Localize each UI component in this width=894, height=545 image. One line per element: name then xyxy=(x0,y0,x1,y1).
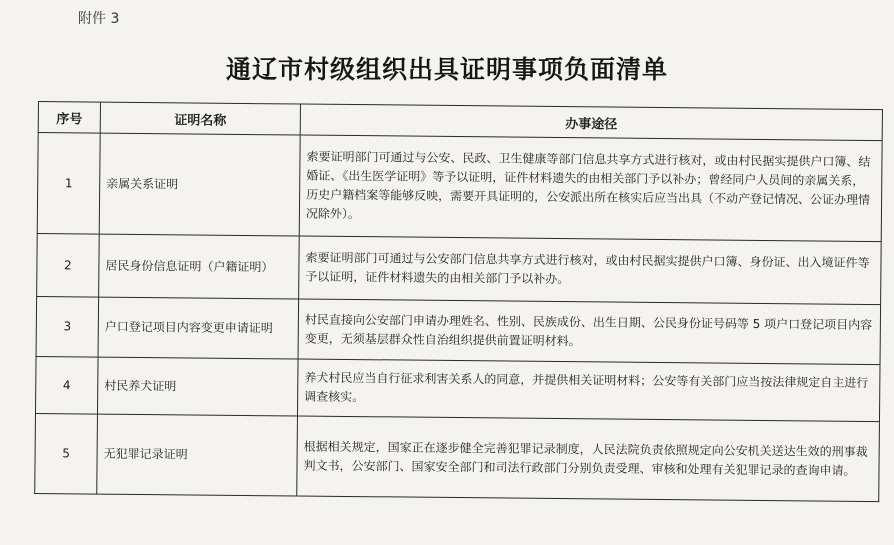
certificate-name: 亲属关系证明 xyxy=(99,133,300,236)
handling-route: 根据相关规定，国家正在逐步健全完善犯罪记录制度，人民法院负责依照规定向公安机关送达生效的刑事裁判文书，公安部门、国家安全部门和司法行政部门分别负责受理、审核和处理有关犯罪记录的查询申请。 xyxy=(297,416,880,502)
row-number: 2 xyxy=(37,233,100,297)
certificate-name: 户口登记项目内容变更申请证明 xyxy=(98,297,299,359)
row-number: 5 xyxy=(35,413,98,494)
handling-route: 索要证明部门可通过与公安、民政、卫生健康等部门信息共享方式进行核对，或由村民据实提供户口簿、结婚证、《出生医学证明》等予以证明，证件材料遗失的由相关部门予以补办；曾经同户人员间的亲属关系，历史户籍档案等能够反映，需要开具证明的，公安派出所在核实后应当出具（不动产登记情况、公证办理情况除外）。 xyxy=(299,135,882,242)
header-name: 证明名称 xyxy=(100,102,300,135)
table-row xyxy=(37,133,882,242)
table-row xyxy=(35,413,880,501)
table-row xyxy=(36,356,881,421)
table-row xyxy=(37,233,882,304)
document-title: 通辽市村级组织出具证明事项负面清单 xyxy=(225,55,668,84)
handling-route: 村民直接向公安部门申请办理姓名、性别、民族成份、出生日期、公民身份证号码等 5 项户口登记项目内容变更，无须基层群众性自治组织提供前置证明材料。 xyxy=(298,299,881,365)
handling-route: 索要证明部门可通过与公安部门信息共享方式进行核对，或由村民据实提供户口簿、身份证、出入境证件等予以证明，证件材料遗失的由相关部门予以补办。 xyxy=(299,236,882,305)
negative-list-table xyxy=(34,101,883,502)
handling-route: 养犬村民应当自行征求利害关系人的同意，并提供相关证明材料；公安等有关部门应当按法律规定自主进行调查核实。 xyxy=(297,359,880,422)
row-number: 3 xyxy=(36,296,99,357)
certificate-name: 无犯罪记录证明 xyxy=(97,414,298,496)
row-number: 4 xyxy=(36,356,99,414)
header-no: 序号 xyxy=(38,102,100,134)
table-row xyxy=(36,296,881,364)
attachment-label: 附件 3 xyxy=(78,11,120,27)
certificate-name: 村民养犬证明 xyxy=(97,357,298,416)
certificate-name: 居民身份信息证明（户籍证明） xyxy=(99,234,300,299)
header-route: 办事途径 xyxy=(300,104,882,141)
row-number: 1 xyxy=(37,133,100,235)
